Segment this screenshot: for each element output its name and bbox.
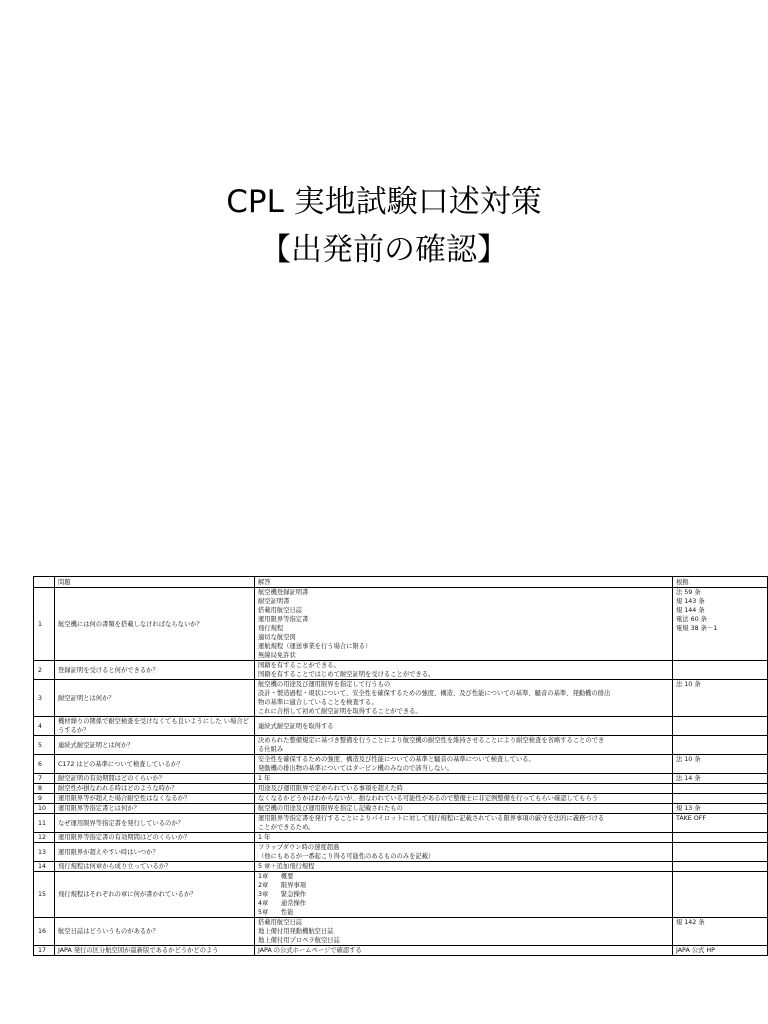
answer-line: 耐空証明書 (258, 598, 290, 605)
answer-cell (255, 794, 673, 804)
table-row (34, 774, 768, 784)
table-row (34, 872, 768, 918)
question-cell: JAPA 発行の区分航空図が最新版であるかどうかどのよう (55, 946, 255, 956)
answer-line: 設計・製造過程・現状について、安全性を確保するための強度、構造、及び性能についての基準、騒音の基準、発動機の排出 (258, 690, 611, 697)
question-cell: 飛行規程は何章から成り立っているか？ (55, 862, 255, 872)
basis-cell (673, 717, 768, 736)
answer-cell (255, 862, 673, 872)
basis-cell (673, 755, 768, 774)
basis-cell (673, 833, 768, 843)
question-cell: 耐空性が損なわれる時はどのような時か？ (55, 784, 255, 794)
basis-cell (673, 843, 768, 862)
answer-cell (255, 774, 673, 784)
answer-cell (255, 918, 673, 946)
question-cell: 運用限界等指定書とは何か？ (55, 804, 255, 814)
row-number: 14 (34, 862, 55, 872)
answer-line: これに合格して初めて耐空証明を取得することができる。 (258, 708, 422, 715)
question-cell: 耐空証明とは何か？ (55, 680, 255, 717)
row-number: 5 (34, 736, 55, 755)
basis-cell (673, 774, 768, 784)
basis-line: 法 14 条 (676, 775, 701, 782)
answer-line: 連続式耐空証明を取得する (258, 722, 334, 730)
answer-line: 航空機登録証明書 (258, 589, 309, 596)
answer-cell (255, 755, 673, 774)
basis-cell (673, 804, 768, 814)
header-question: 問題 (55, 577, 255, 588)
title-block (0, 178, 768, 274)
row-number: 7 (34, 774, 55, 784)
question-cell: 航空日誌はどういうものがあるか？ (55, 918, 255, 946)
row-number: 4 (34, 717, 55, 736)
table-row (34, 843, 768, 862)
answer-line: 物の基準に適合していることを検査する。 (258, 699, 378, 706)
table-row (34, 804, 768, 814)
table-row (34, 680, 768, 717)
answer-line: 5 章＋追加飛行規程 (258, 863, 315, 870)
question-cell: 運用限界等指定書の有効期間はどのくらいか？ (55, 833, 255, 843)
row-number: 11 (34, 814, 55, 833)
answer-cell (255, 784, 673, 794)
answer-line: 4章 通常操作 (258, 900, 307, 907)
answer-cell (255, 588, 673, 661)
row-number: 6 (34, 755, 55, 774)
table-row (34, 862, 768, 872)
answer-cell (255, 843, 673, 862)
answer-line: 適切な航空図 (258, 634, 296, 641)
answer-line: 搭載用航空日誌 (258, 919, 303, 926)
question-cell: 耐空証明の有効期間はどのくらいか？ (55, 774, 255, 784)
answer-cell (255, 804, 673, 814)
table-row (34, 661, 768, 680)
basis-cell (673, 918, 768, 946)
table-row (34, 784, 768, 794)
answer-line: 国籍を有することができる。 (258, 662, 340, 669)
question-cell: 航空機には何の書類を搭載しなければならないか？ (55, 588, 255, 661)
basis-cell (673, 736, 768, 755)
question-cell: C172 はどの基準について検査しているか？ (55, 755, 255, 774)
answer-line: 搭載用航空日誌 (258, 607, 303, 614)
answer-cell (255, 736, 673, 755)
basis-line: 規 13 条 (676, 805, 701, 812)
question-cell: 機材繰りの関係で耐空検査を受けなくても良いようにした い場合どうするか？ (55, 717, 255, 736)
table-row (34, 755, 768, 774)
answer-line: 2章 限界事項 (258, 882, 307, 889)
basis-line: 規 143 条 (676, 598, 705, 605)
question-cell: なぜ運用限界等指定書を発行しているのか？ (55, 814, 255, 833)
answer-cell (255, 661, 673, 680)
basis-cell (673, 946, 768, 956)
header-num (34, 577, 55, 588)
answer-cell (255, 814, 673, 833)
question-cell: 登録証明を受けると何ができるか？ (55, 661, 255, 680)
table-row (34, 588, 768, 661)
table-row (34, 736, 768, 755)
answer-line: 1章 概要 (258, 873, 294, 880)
row-number: 16 (34, 918, 55, 946)
answer-cell (255, 946, 673, 956)
basis-cell (673, 680, 768, 717)
header-answer: 解答 (255, 577, 673, 588)
basis-cell (673, 588, 768, 661)
answer-line: 決められた整備規定に基づき整備を行うことにより航空機の耐空性を維持させることにより耐空検査を省略することのでき (258, 737, 605, 744)
answer-line: 1 年 (258, 834, 271, 841)
qa-table (33, 576, 768, 956)
row-number: 12 (34, 833, 55, 843)
answer-line: 飛行規程 (258, 625, 284, 632)
basis-line: 規 142 条 (676, 919, 705, 926)
answer-line: 運航規程（運送事業を行う場合に限る） (258, 643, 372, 650)
answer-line: 3章 緊急操作 (258, 891, 307, 898)
basis-line: JAPA 公式 HP (676, 947, 715, 954)
answer-cell (255, 680, 673, 717)
question-cell: 運用限界等が超えた場合耐空性はなくなるか？ (55, 794, 255, 804)
answer-line: フラップダウン時の速度超過 (258, 844, 340, 851)
basis-line: 法 59 条 (676, 589, 701, 596)
answer-line: 地上備付用発動機航空日誌 (258, 928, 334, 935)
table-row (34, 946, 768, 956)
basis-cell (673, 794, 768, 804)
row-number: 1 (34, 588, 55, 661)
answer-line: JAPA の公式ホームページで確認する (258, 947, 362, 954)
basis-cell (673, 661, 768, 680)
row-number: 3 (34, 680, 55, 717)
answer-line: る仕組み (258, 746, 284, 753)
row-number: 17 (34, 946, 55, 956)
answer-line: 無線局免許状 (258, 652, 296, 659)
basis-cell (673, 872, 768, 918)
row-number: 10 (34, 804, 55, 814)
table-row (34, 833, 768, 843)
answer-cell (255, 717, 673, 736)
question-cell: 飛行規程はそれぞれの章に何が書かれているか？ (55, 872, 255, 918)
basis-line: 法 10 条 (676, 756, 701, 763)
answer-line: 用途及び運用限界で定められている事項を超えた時 (258, 785, 403, 792)
question-cell: 連続式耐空証明とは何か？ (55, 736, 255, 755)
document-subtitle: 【出発前の確認】 (260, 232, 508, 268)
qa-table-container (33, 576, 767, 956)
basis-line: 電規 38 条－1 (676, 625, 718, 632)
document-title: CPL 実地試験口述対策 (226, 184, 542, 220)
answer-line: 航空機の用途及び運用限界を指定し記載されたもの (258, 805, 403, 812)
table-row (34, 717, 768, 736)
basis-cell (673, 814, 768, 833)
answer-line: ことができるため。 (258, 824, 315, 831)
table-header-row (34, 577, 768, 588)
table-row (34, 794, 768, 804)
answer-line: 地上備付用プロペラ航空日誌 (258, 937, 340, 944)
answer-line: 発動機の排出物の基準についてはタービン機のみなので該当しない。 (258, 765, 454, 772)
table-body (34, 588, 768, 956)
row-number: 8 (34, 784, 55, 794)
answer-line: 運用限界等指定書 (258, 616, 309, 623)
basis-line: 規 144 条 (676, 607, 705, 614)
question-cell: 運用限界が超えやすい時はいつか？ (55, 843, 255, 862)
table-row (34, 814, 768, 833)
basis-line: 電法 60 条 (676, 616, 707, 623)
header-basis: 根拠 (673, 577, 768, 588)
row-number: 2 (34, 661, 55, 680)
answer-line: 5章 性能 (258, 909, 294, 916)
basis-line: TAKE OFF (676, 815, 706, 822)
answer-cell (255, 833, 673, 843)
answer-line: 国籍を有することではじめて耐空証明を受けることができる。 (258, 671, 435, 678)
table-row (34, 918, 768, 946)
answer-line: なくなるかどうかはわからないが、損なわれている可能性があるので整備士に非定例整備を行ってもらい確認してもらう (258, 795, 599, 802)
row-number: 15 (34, 872, 55, 918)
answer-line: （他にもあるが一番起こり得る可能性のあるもののみを記載） (258, 853, 435, 860)
basis-line: 法 10 条 (676, 681, 701, 688)
row-number: 9 (34, 794, 55, 804)
row-number: 13 (34, 843, 55, 862)
basis-cell (673, 862, 768, 872)
answer-cell (255, 872, 673, 918)
answer-line: 運用限界等指定書を発行することによりパイロットに対して飛行規程に記載されている限界事項の厳守を法的に義務づける (258, 815, 605, 822)
basis-cell (673, 784, 768, 794)
answer-line: 安全性を確保するための強度、構造及び性能についての基準と騒音の基準について検査している。 (258, 756, 535, 763)
answer-line: 航空機の用途及び運用限界を指定して行うもの (258, 681, 391, 688)
answer-line: 1 年 (258, 775, 271, 782)
